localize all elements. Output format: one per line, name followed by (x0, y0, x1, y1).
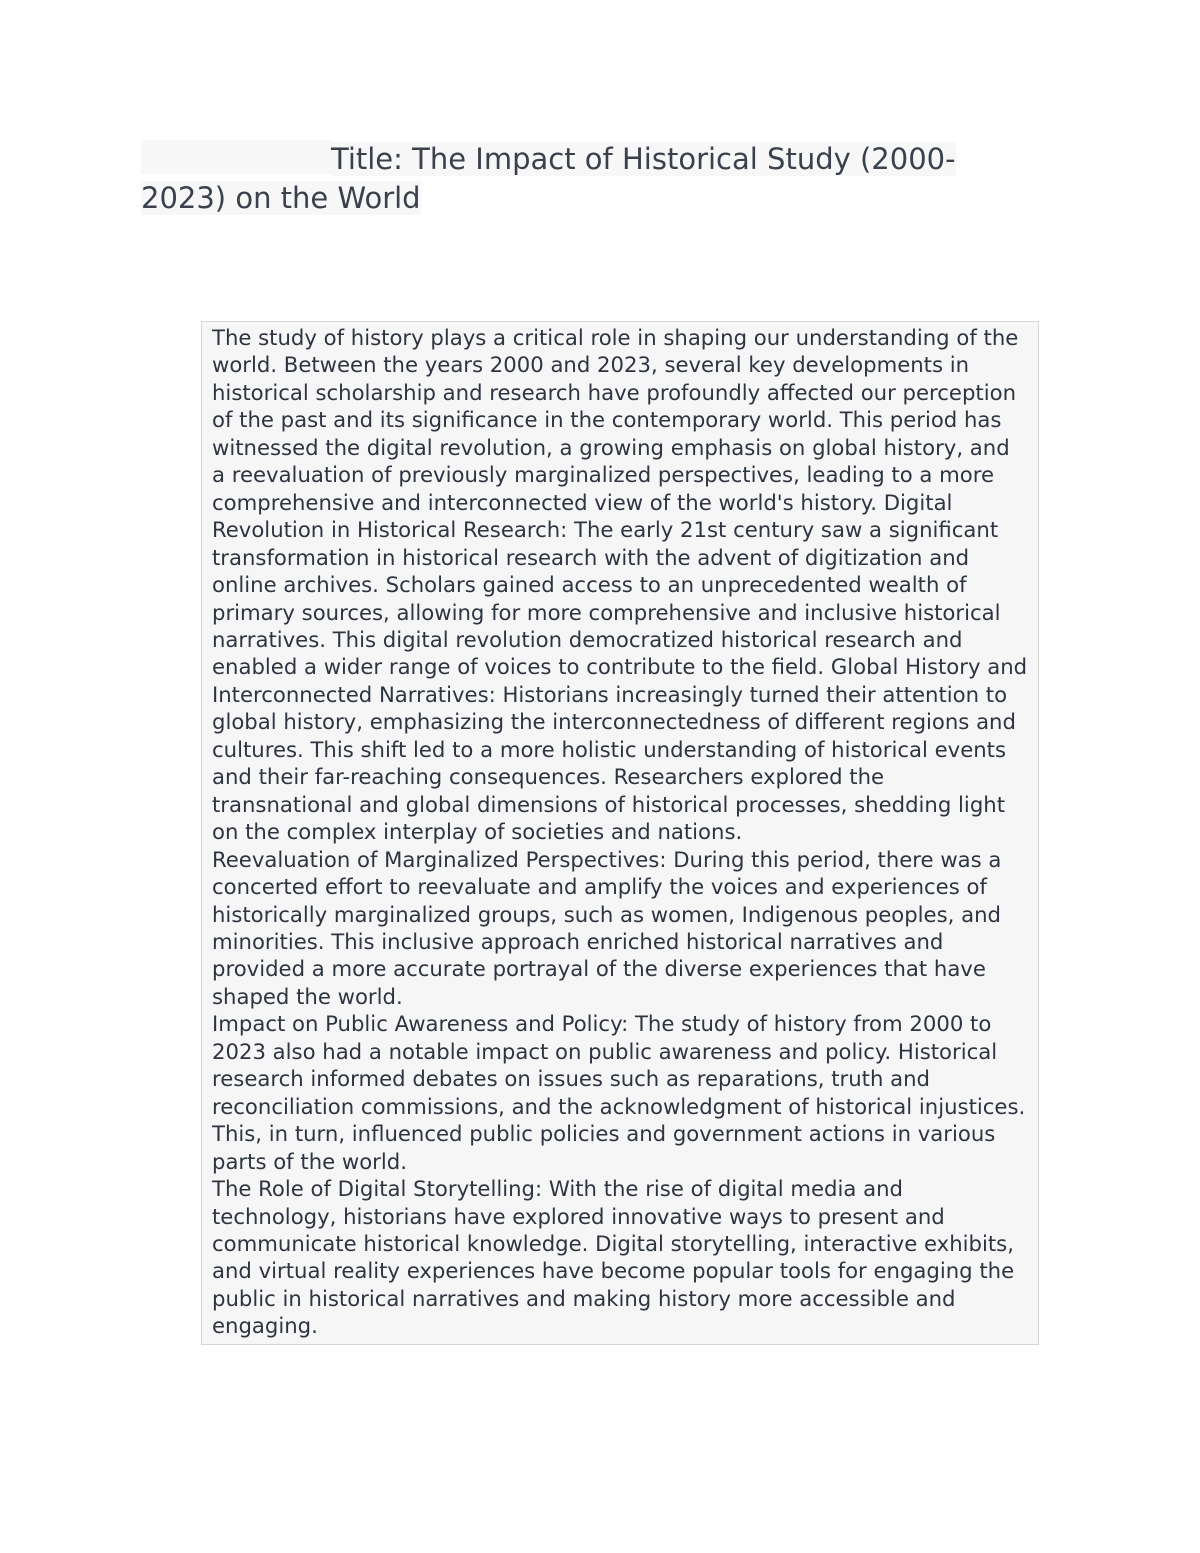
document-title-text: Title: The Impact of Historical Study (2000-2023) on the World (141, 142, 956, 215)
paragraph-digital-storytelling: The Role of Digital Storytelling: With the rise of digital media and technology, historians have explored innovative ways to present and communicate historical knowledge. Digital storytelling, interactive exhibits, and virtual reality experiences have become popular tools for engaging the public in historical narratives and making history more accessible and engaging. (212, 1176, 1015, 1339)
document-title (141, 140, 1021, 218)
body-text-box (201, 321, 1039, 1345)
paragraph-marginalized-perspectives: Reevaluation of Marginalized Perspectives: During this period, there was a concerted effort to reevaluate and amplify the voices and experiences of historically marginalized groups, such as women, Indigenous peoples, and minorities. This inclusive approach enriched historical narratives and provided a more accurate portrayal of the diverse experiences that have shaped the world. (212, 846, 1002, 1009)
paragraph-intro: The study of history plays a critical role in shaping our understanding of the world. Between the years 2000 and 2023, several key developments in historical scholarship and research have profoundly affected our perception of the past and its significance in the contemporary world. This period has witnessed the digital revolution, a growing emphasis on global history, and a reevaluation of previously marginalized perspectives, leading to a more comprehensive and interconnected view of the world's history. Digital Revolution in Historical Research: The early 21st century saw a significant transformation in historical research with the advent of digitization and online archives. Scholars gained access to an unprecedented wealth of primary sources, allowing for more comprehensive and inclusive historical narratives. This digital revolution democratized historical research and enabled a wider range of voices to contribute to the field. Global History and Interconnected Narratives: Historians increasingly turned their attention to global history, emphasizing the interconnectedness of different regions and cultures. This shift led to a more holistic understanding of historical events and their far-reaching consequences. Researchers explored the transnational and global dimensions of historical processes, shedding light on the complex interplay of societies and nations. (212, 325, 1028, 845)
paragraph-public-awareness: Impact on Public Awareness and Policy: The study of history from 2000 to 2023 also had a notable impact on public awareness and policy. Historical research informed debates on issues such as reparations, truth and reconciliation commissions, and the acknowledgment of historical injustices. This, in turn, influenced public policies and government actions in various parts of the world. (212, 1011, 1026, 1174)
title-indent-spacer (141, 140, 331, 174)
